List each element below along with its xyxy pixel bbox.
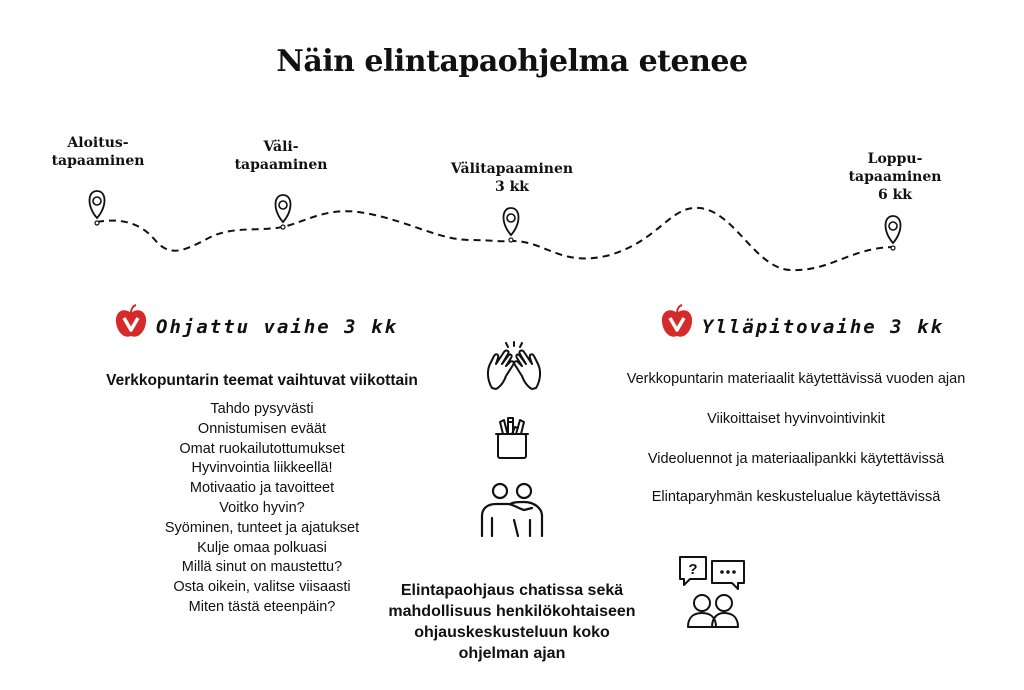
list-item: Onnistumisen eväät <box>197 420 327 437</box>
people-support-icon <box>478 478 548 538</box>
list-item: Hyvinvointia liikkeellä! <box>191 460 333 477</box>
milestone-end-line2: tapaaminen <box>848 169 942 185</box>
list-item: Motivaatio ja tavoitteet <box>189 480 335 497</box>
milestone-3kk-line1: Välitapaaminen <box>450 161 574 177</box>
apple-logo-icon <box>660 304 694 345</box>
chat-note-line4: ohjelman ajan <box>458 645 566 662</box>
high-five-icon <box>484 342 544 394</box>
feature-item: Viikoittaiset hyvinvointivinkit <box>707 411 885 427</box>
apple-logo-icon <box>114 304 148 345</box>
list-item: Osta oikein, valitse viisaasti <box>173 579 351 596</box>
feature-item: Videoluennot ja materiaalipankki käytettävissä <box>647 451 945 467</box>
list-item: Kulje omaa polkuasi <box>197 539 327 556</box>
page-title: Näin elintapaohjelma etenee <box>276 44 748 79</box>
list-item: Omat ruokailutottumukset <box>179 440 345 457</box>
location-pin-icon <box>276 195 291 229</box>
chat-note-line1: Elintapaohjaus chatissa sekä <box>400 582 624 599</box>
chat-bubbles-icon <box>676 553 748 629</box>
milestone-start-line2: tapaaminen <box>51 153 145 169</box>
milestone-mid-line2: tapaaminen <box>234 157 328 173</box>
list-item: Voitko hyvin? <box>219 499 305 516</box>
milestone-3kk-line2: 3 kk <box>494 179 529 195</box>
milestone-mid-line1: Väli- <box>263 139 299 155</box>
milestone-end-line3: 6 kk <box>877 187 912 203</box>
chat-note-line2: mahdollisuus henkilökohtaiseen <box>388 603 636 620</box>
timeline-path <box>0 0 1024 300</box>
list-item: Tahdo pysyvästi <box>210 401 314 417</box>
chat-note-line3: ohjauskeskusteluun koko <box>414 624 610 641</box>
left-phase-heading: Verkkopuntarin teemat vaihtuvat viikottain <box>106 372 418 389</box>
feature-item: Elintaparyhmän keskustelualue käytettävissä <box>651 489 941 505</box>
pencil-cup-icon <box>494 414 530 460</box>
left-phase-title: Ohjattu vaihe 3 kk <box>156 316 398 338</box>
timeline-dashed-path <box>97 208 893 270</box>
svg-text:?: ? <box>688 561 698 578</box>
milestone-start-line1: Aloitus- <box>67 135 129 151</box>
location-pin-icon <box>886 216 901 250</box>
list-item: Miten tästä eteenpäin? <box>188 598 336 615</box>
chat-note <box>347 580 677 664</box>
feature-item: Verkkopuntarin materiaalit käytettävissä vuoden ajan <box>626 371 966 387</box>
location-pin-icon <box>90 191 105 225</box>
location-pin-icon <box>504 208 519 242</box>
milestone-end-line1: Loppu- <box>867 151 923 167</box>
list-item: Syöminen, tunteet ja ajatukset <box>164 519 360 536</box>
list-item: Millä sinut on maustettu? <box>181 559 343 576</box>
right-phase-title: Ylläpitovaihe 3 kk <box>702 316 944 338</box>
